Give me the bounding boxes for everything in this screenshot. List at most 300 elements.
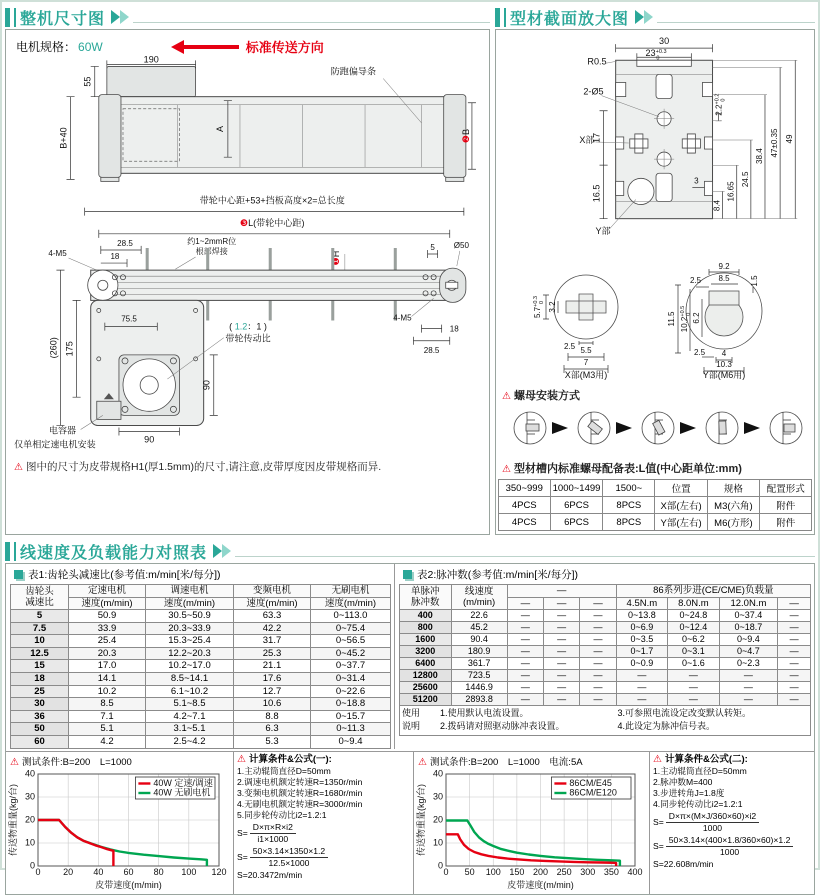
dim-label: (260): [48, 337, 59, 359]
capacitor-note: 仅单相定速电机安装: [14, 439, 96, 450]
dim-label: 24.5: [740, 171, 750, 188]
table-row: [11, 673, 391, 686]
warning-icon: ⚠: [237, 753, 246, 765]
cell: 8PCS: [603, 514, 655, 531]
cell: 0~15.7: [311, 710, 391, 723]
panel-header: [5, 539, 815, 563]
column-subheader: —: [778, 597, 811, 610]
cell: —: [507, 634, 543, 646]
usage-note: 4.此设定为脉冲信号表。: [617, 721, 715, 732]
column-subheader: 速度(m/min): [311, 597, 391, 610]
note-text: 图中的尺寸为皮带规格H1(厚1.5mm)的尺寸,请注意,皮带厚度因皮带规格而异.: [25, 461, 382, 473]
table-row: [11, 635, 391, 648]
dim-label: 6.2: [692, 312, 701, 324]
cell: 63.3: [234, 610, 311, 623]
ratio-label: ( 1.2：1 ): [229, 321, 267, 332]
usage-note: 3.可参照电流设定改变默认转矩。: [617, 707, 751, 718]
formula-row: [653, 835, 811, 858]
cell: —: [778, 658, 811, 670]
dim-label: 3.2: [548, 301, 557, 313]
center-distance-label: ❸L(带轮中心距): [239, 217, 305, 228]
cell: 附件: [760, 514, 812, 531]
table-row: [400, 681, 811, 693]
svg-text:皮带速度(m/min): 皮带速度(m/min): [507, 879, 574, 890]
cell: 0~11.3: [311, 723, 391, 736]
play-icon: [635, 10, 644, 24]
cell: M3(六角): [707, 497, 759, 514]
cell: Y部(左右): [655, 514, 707, 531]
cell: 361.7: [451, 658, 507, 670]
column-header: 1000~1499: [550, 480, 602, 497]
cell: 8PCS: [603, 497, 655, 514]
panel-speed-load: [5, 539, 815, 895]
cell: 20.3: [69, 647, 146, 660]
tables-row: [6, 564, 814, 749]
formula-row: [653, 811, 811, 834]
play-icon: [222, 544, 231, 558]
cell: 723.5: [451, 670, 507, 682]
table-row: [11, 622, 391, 635]
cell: M6(方形): [707, 514, 759, 531]
formula1-box: [234, 752, 414, 894]
cell: 22.6: [451, 610, 507, 622]
title-text: 计算条件&公式(二):: [664, 753, 748, 765]
column-header: 规格: [707, 480, 759, 497]
svg-text:20: 20: [24, 814, 35, 825]
cell: —: [507, 658, 543, 670]
cell: —: [544, 658, 580, 670]
nut-step-5: [770, 412, 802, 444]
cell: 51200: [400, 693, 452, 705]
table2-caption: [399, 564, 811, 584]
page-title: 整机尺寸图: [20, 10, 106, 28]
cell: 5.1: [69, 723, 146, 736]
slot-details: [496, 261, 812, 379]
column-subheader: —: [580, 597, 616, 610]
cell: 6400: [400, 658, 452, 670]
cell: —: [719, 681, 778, 693]
cell: 10.2: [69, 685, 146, 698]
svg-text:400: 400: [627, 866, 643, 877]
cell: 30: [11, 698, 69, 711]
bullet-square-icon: [14, 570, 23, 579]
accent-bar: [14, 542, 16, 561]
cell: —: [580, 610, 616, 622]
column-header: 位置: [655, 480, 707, 497]
cell: 0~56.5: [311, 635, 391, 648]
svg-text:传送物重量(kg/台): 传送物重量(kg/台): [416, 783, 426, 856]
y-slot-detail: [667, 262, 762, 380]
cell: 0~0.9: [616, 658, 668, 670]
cell: 0~13.8: [616, 610, 668, 622]
cell: 4.2: [69, 735, 146, 748]
play-icon: [120, 10, 129, 24]
cell: 0~1.7: [616, 646, 668, 658]
play-icon: [213, 544, 222, 558]
cell: 14.1: [69, 673, 146, 686]
column-subheader: 速度(m/min): [69, 597, 146, 610]
caption-text: 表1:齿轮头减速比(参考值:m/min[米/每分]): [28, 569, 221, 581]
formula-line: 5.同步轮传动比i2=1.2:1: [237, 810, 327, 821]
test-condition: [416, 753, 647, 768]
svg-text:86CM/E120: 86CM/E120: [569, 787, 617, 798]
dim-label: A: [214, 125, 225, 132]
usage-label: 说明: [402, 721, 421, 732]
formula-lhs: S=: [653, 817, 664, 828]
formula-line: 3.变频电机额定转速R=1680r/min: [237, 788, 363, 799]
svg-text:传送物重量(kg/台): 传送物重量(kg/台): [8, 783, 18, 856]
column-subheader: —: [544, 597, 580, 610]
formula-lhs: S=: [237, 852, 248, 863]
dim-label: 90: [201, 380, 212, 391]
cell: 20.3~33.9: [146, 622, 234, 635]
cell: 50: [11, 723, 69, 736]
dim-label: ❷B: [460, 128, 471, 144]
dim-label: ❶H: [330, 250, 341, 266]
formula1-title: [237, 754, 410, 767]
cell: 1446.9: [451, 681, 507, 693]
dim-label: 47±0.35: [770, 128, 780, 158]
table-row: [11, 610, 391, 623]
denominator: 1000: [720, 847, 740, 858]
bullet-square-icon: [403, 570, 412, 579]
svg-text:300: 300: [580, 866, 596, 877]
formula-line: 1.主动辊筒直径D=50mm: [237, 766, 331, 777]
column-header: 350~999: [498, 480, 550, 497]
formula2-conditions: [653, 766, 811, 810]
column-subheader: 12.0N.m: [719, 597, 778, 610]
panel-header: [495, 5, 815, 29]
svg-text:30: 30: [24, 791, 35, 802]
nut-step-4: [706, 412, 738, 444]
accent-bar: [14, 8, 16, 27]
arrow-right-icon: [680, 422, 696, 434]
cell: —: [544, 634, 580, 646]
formula-row: [237, 822, 410, 845]
warning-icon: ⚠: [653, 753, 662, 765]
direction-indicator: [183, 37, 324, 56]
page-title: 型材截面放大图: [510, 10, 630, 28]
dim-label: 28.5: [423, 345, 440, 355]
svg-text:0: 0: [443, 866, 449, 877]
usage-note: 1.使用默认电流设置。: [440, 707, 529, 718]
cell: 6PCS: [550, 514, 602, 531]
formula-row: [237, 846, 410, 869]
profile-cross-section: [496, 30, 812, 256]
usage-label: 使用: [402, 707, 421, 718]
caption-text: 表2:脉冲数(参考值:m/min[米/每分]): [417, 569, 579, 581]
cell: —: [507, 681, 543, 693]
warning-icon: ⚠: [10, 756, 19, 768]
cell: 0~37.7: [311, 660, 391, 673]
dim-label: 9.2: [718, 262, 730, 271]
cell: 25: [11, 685, 69, 698]
cell: 2893.8: [451, 693, 507, 705]
title-text: 计算条件&公式(一):: [248, 753, 332, 765]
chart-86cm-box: [414, 752, 650, 894]
side-view: [99, 66, 466, 181]
top-view-dimensions: [48, 195, 469, 277]
nut-step-1: [514, 412, 546, 444]
table-row: [400, 610, 811, 622]
arrow-right-icon: [616, 422, 632, 434]
cell: 0~9.4: [719, 634, 778, 646]
table-row: [11, 735, 391, 748]
cell: 25.3: [234, 647, 311, 660]
warning-icon: ⚠: [502, 391, 511, 402]
nut-step-2: [578, 412, 610, 444]
cell: 30.5~50.9: [146, 610, 234, 623]
table2-area: [394, 564, 814, 749]
title-text: 螺母安装方式: [513, 390, 580, 402]
svg-text:皮带速度(m/min): 皮带速度(m/min): [95, 879, 162, 890]
cell: 0~75.4: [311, 622, 391, 635]
cell: 0~113.0: [311, 610, 391, 623]
cell: 31.7: [234, 635, 311, 648]
nut-config-table: [498, 479, 813, 531]
guide-strip-label: 防跑偏导条: [330, 66, 377, 77]
cell: 5.3: [234, 735, 311, 748]
accent-bar: [504, 8, 506, 27]
overall-drawing-box: [5, 29, 490, 535]
column-subheader: 4.5N.m: [616, 597, 668, 610]
cell: 2.5~4.2: [146, 735, 234, 748]
svg-text:40: 40: [432, 768, 443, 779]
svg-text:50: 50: [464, 866, 475, 877]
dim-label: 2.5: [690, 276, 702, 285]
top-view: [88, 248, 466, 425]
dim-label: 49: [785, 134, 795, 144]
svg-text:0: 0: [35, 866, 41, 877]
cell: —: [778, 634, 811, 646]
dim-label: $2.2^{+0.2}0$: [714, 93, 727, 116]
dim-label: 17: [591, 132, 602, 144]
svg-text:80: 80: [153, 866, 164, 877]
column-header: 线速度 (m/min): [451, 585, 507, 610]
column-header: 齿轮头 减速比: [11, 585, 69, 610]
numerator: D×π×(M×J/360×60)×i2: [666, 811, 759, 823]
motor-spec-row: [6, 30, 489, 56]
cell: 0~4.7: [719, 646, 778, 658]
cell: 4.2~7.1: [146, 710, 234, 723]
nut-table-title: [496, 457, 814, 477]
test-condition: [8, 753, 231, 768]
dim-label: 18: [449, 324, 459, 334]
load-chart-40w: [8, 768, 231, 895]
chart-40w-box: [6, 752, 234, 894]
cell: —: [778, 622, 811, 634]
dim-label: B+40: [58, 127, 69, 149]
table-row: [400, 693, 811, 705]
table-row: [400, 646, 811, 658]
cell: 3200: [400, 646, 452, 658]
cell: 25600: [400, 681, 452, 693]
table-row: [400, 634, 811, 646]
formula1-conditions: [237, 766, 410, 821]
dim-label: $23^{+0.3}$ 0: [645, 48, 667, 62]
direction-label: 标准传送方向: [245, 40, 324, 55]
dim-label: 55: [82, 76, 93, 87]
cell: 0~37.4: [719, 610, 778, 622]
cell: 3.1~5.1: [146, 723, 234, 736]
cell: 10.2~17.0: [146, 660, 234, 673]
cell: 90.4: [451, 634, 507, 646]
cell: —: [580, 634, 616, 646]
table1-caption: [10, 564, 391, 584]
cell: 33.9: [69, 622, 146, 635]
denominator: 1000: [702, 823, 723, 834]
weld-note: 根部焊接: [195, 247, 228, 256]
cell: 36: [11, 710, 69, 723]
table-row: [11, 723, 391, 736]
cell: 0~31.4: [311, 673, 391, 686]
dim-label: 18: [110, 252, 120, 262]
cell: 400: [400, 610, 452, 622]
cell: 42.2: [234, 622, 311, 635]
cell: 附件: [760, 497, 812, 514]
cell: —: [544, 622, 580, 634]
cell: 8.5: [69, 698, 146, 711]
profile-shape: [616, 60, 713, 218]
table-row: [11, 698, 391, 711]
cell: —: [580, 681, 616, 693]
x-slot-detail: [533, 275, 618, 380]
dim-label: 16.65: [726, 181, 736, 202]
dim-label: 2.5: [694, 348, 706, 357]
gear-ratio-table: [10, 584, 391, 749]
cell: 15.3~25.4: [146, 635, 234, 648]
chart: [416, 768, 644, 890]
cell: —: [778, 610, 811, 622]
column-subheader: 速度(m/min): [146, 597, 234, 610]
nut-install-steps: [496, 404, 816, 452]
cell: 8.8: [234, 710, 311, 723]
column-subheader: 8.0N.m: [668, 597, 720, 610]
numerator: 50×3.14×1350×1.2: [250, 846, 328, 858]
cell: —: [616, 670, 668, 682]
dim-label: 3: [694, 176, 699, 186]
column-header: 配置形式: [760, 480, 812, 497]
cell: 180.9: [451, 646, 507, 658]
title-text: 型材槽内标准螺母配备表:L值(中心距单位:mm): [513, 463, 742, 475]
cell: 6PCS: [550, 497, 602, 514]
dim-label: 4-M5: [393, 313, 412, 323]
dim-label: R0.5: [587, 56, 607, 67]
arrow-right-icon: [552, 422, 568, 434]
cell: 4PCS: [498, 497, 550, 514]
cell: —: [507, 622, 543, 634]
charts-row: [6, 751, 814, 894]
formula-lhs: S=: [237, 828, 248, 839]
svg-text:100: 100: [181, 866, 197, 877]
accent-bar: [5, 8, 10, 27]
dim-label: Ø50: [453, 240, 469, 250]
detail-caption: X部(M3用): [564, 370, 608, 380]
dim-label: $10.2^{+0.5}0$: [680, 305, 692, 333]
cell: 17.6: [234, 673, 311, 686]
formula-line: 3.步进转角J=1.8度: [653, 788, 725, 799]
play-icon: [644, 10, 653, 24]
cell: 12.2~20.3: [146, 647, 234, 660]
svg-text:60: 60: [123, 866, 134, 877]
cell: —: [668, 681, 720, 693]
svg-text:20: 20: [63, 866, 74, 877]
warning-icon: ⚠: [502, 464, 511, 475]
formula2-title: [653, 754, 811, 767]
svg-text:40: 40: [24, 768, 35, 779]
part-label: X部: [579, 135, 595, 145]
chart: [8, 768, 228, 890]
pulse-table: [399, 584, 811, 706]
cell: 0~2.3: [719, 658, 778, 670]
cell: —: [507, 693, 543, 705]
panel-profile-section: [495, 5, 815, 535]
dim-label: 90: [144, 434, 155, 445]
svg-text:100: 100: [485, 866, 501, 877]
dim-label: 38.4: [754, 148, 764, 164]
formula-line: 2.调速电机额定转速R=1350r/min: [237, 777, 363, 788]
column-header: 单脉冲 脉冲数: [400, 585, 452, 610]
cell: 5: [11, 610, 69, 623]
svg-text:200: 200: [532, 866, 549, 877]
divider: [657, 22, 815, 23]
cell: —: [778, 681, 811, 693]
table-row: [498, 497, 812, 514]
cell: 0~6.9: [616, 622, 668, 634]
usage-note: 2.拨码请对照驱动脉冲表设置。: [440, 721, 565, 732]
svg-text:40W 无刷电机: 40W 无刷电机: [153, 787, 211, 798]
cell: —: [544, 670, 580, 682]
dim-label: 190: [143, 54, 159, 65]
dim-label: 11.5: [667, 311, 676, 327]
accent-bar: [5, 542, 10, 561]
belt-note: [6, 457, 489, 477]
weld-note: 约1~2mmR位: [187, 236, 237, 246]
nut-install-title: [496, 384, 814, 404]
cell: —: [580, 670, 616, 682]
column-header: —: [507, 585, 616, 598]
cell: 45.2: [451, 622, 507, 634]
nut-step-3: [642, 412, 674, 444]
column-subheader: 速度(m/min): [234, 597, 311, 610]
cell: —: [507, 646, 543, 658]
motor-spec-value: 60W: [78, 39, 103, 54]
table-row: [400, 670, 811, 682]
usage-notes: [399, 706, 811, 736]
left-arrow-icon: [183, 45, 239, 49]
cell: 18: [11, 673, 69, 686]
formula-line: 4.无刷电机额定转速R=3000r/min: [237, 799, 363, 810]
formula-line: 2.脉冲数M=400: [653, 777, 713, 788]
capacitor-label: 电容器: [48, 425, 77, 436]
table-row: [498, 514, 812, 531]
cell: —: [580, 622, 616, 634]
panel-overall-dimensions: [5, 5, 490, 535]
cell: 1600: [400, 634, 452, 646]
cell: 12.7: [234, 685, 311, 698]
cell: 0~45.2: [311, 647, 391, 660]
cell: 15: [11, 660, 69, 673]
cell: 0~6.2: [668, 634, 720, 646]
column-header: 调速电机: [146, 585, 234, 598]
formula2-result: S=22.608m/min: [653, 859, 714, 870]
svg-text:10: 10: [432, 837, 443, 848]
cell: 10: [11, 635, 69, 648]
cell: 25.4: [69, 635, 146, 648]
accent-bar: [495, 8, 500, 27]
panel-header: [5, 5, 490, 29]
warning-icon: ⚠: [14, 462, 23, 473]
